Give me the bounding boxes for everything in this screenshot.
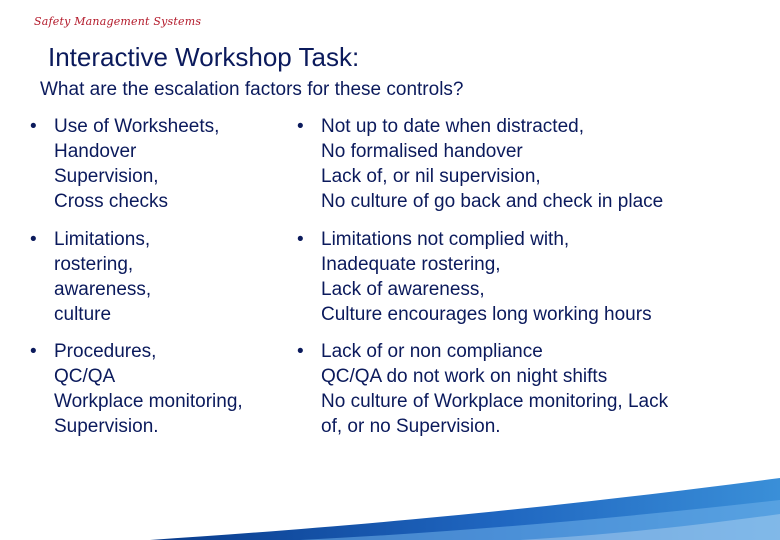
- control-line: rostering,: [54, 254, 134, 275]
- escalation-line: Inadequate rostering,: [321, 254, 501, 275]
- escalation-line: Lack of or non compliance: [321, 341, 543, 362]
- escalation-line: No culture of Workplace monitoring, Lack: [321, 391, 669, 412]
- control-line: QC/QA: [54, 366, 116, 387]
- bullet-icon: •: [30, 116, 37, 137]
- escalation-line: QC/QA do not work on night shifts: [321, 366, 608, 387]
- brand-label: Safety Management Systems: [34, 15, 202, 28]
- bullet-icon: •: [297, 341, 304, 362]
- page-title: Interactive Workshop Task:: [48, 42, 360, 72]
- escalation-line: No formalised handover: [321, 141, 523, 162]
- escalation-line: Culture encourages long working hours: [321, 304, 652, 325]
- bullet-icon: •: [30, 229, 37, 250]
- escalation-line: Lack of awareness,: [321, 279, 485, 300]
- control-line: Cross checks: [54, 191, 169, 212]
- escalation-line: No culture of go back and check in place: [321, 191, 664, 212]
- escalation-line: Limitations not complied with,: [321, 229, 570, 250]
- escalation-line: of, or no Supervision.: [321, 416, 501, 437]
- control-line: Use of Worksheets,: [54, 116, 220, 137]
- page-subtitle: What are the escalation factors for these controls?: [40, 79, 464, 100]
- bullet-icon: •: [297, 229, 304, 250]
- control-line: culture: [54, 304, 112, 325]
- bullet-icon: •: [297, 116, 304, 137]
- escalation-line: Not up to date when distracted,: [321, 116, 584, 137]
- control-line: Handover: [54, 141, 137, 162]
- control-line: awareness,: [54, 279, 152, 300]
- control-line: Supervision,: [54, 166, 159, 187]
- control-line: Limitations,: [54, 229, 151, 250]
- control-line: Workplace monitoring,: [54, 391, 243, 412]
- control-line: Supervision.: [54, 416, 159, 437]
- escalation-line: Lack of, or nil supervision,: [321, 166, 541, 187]
- bullet-icon: •: [30, 341, 37, 362]
- control-line: Procedures,: [54, 341, 157, 362]
